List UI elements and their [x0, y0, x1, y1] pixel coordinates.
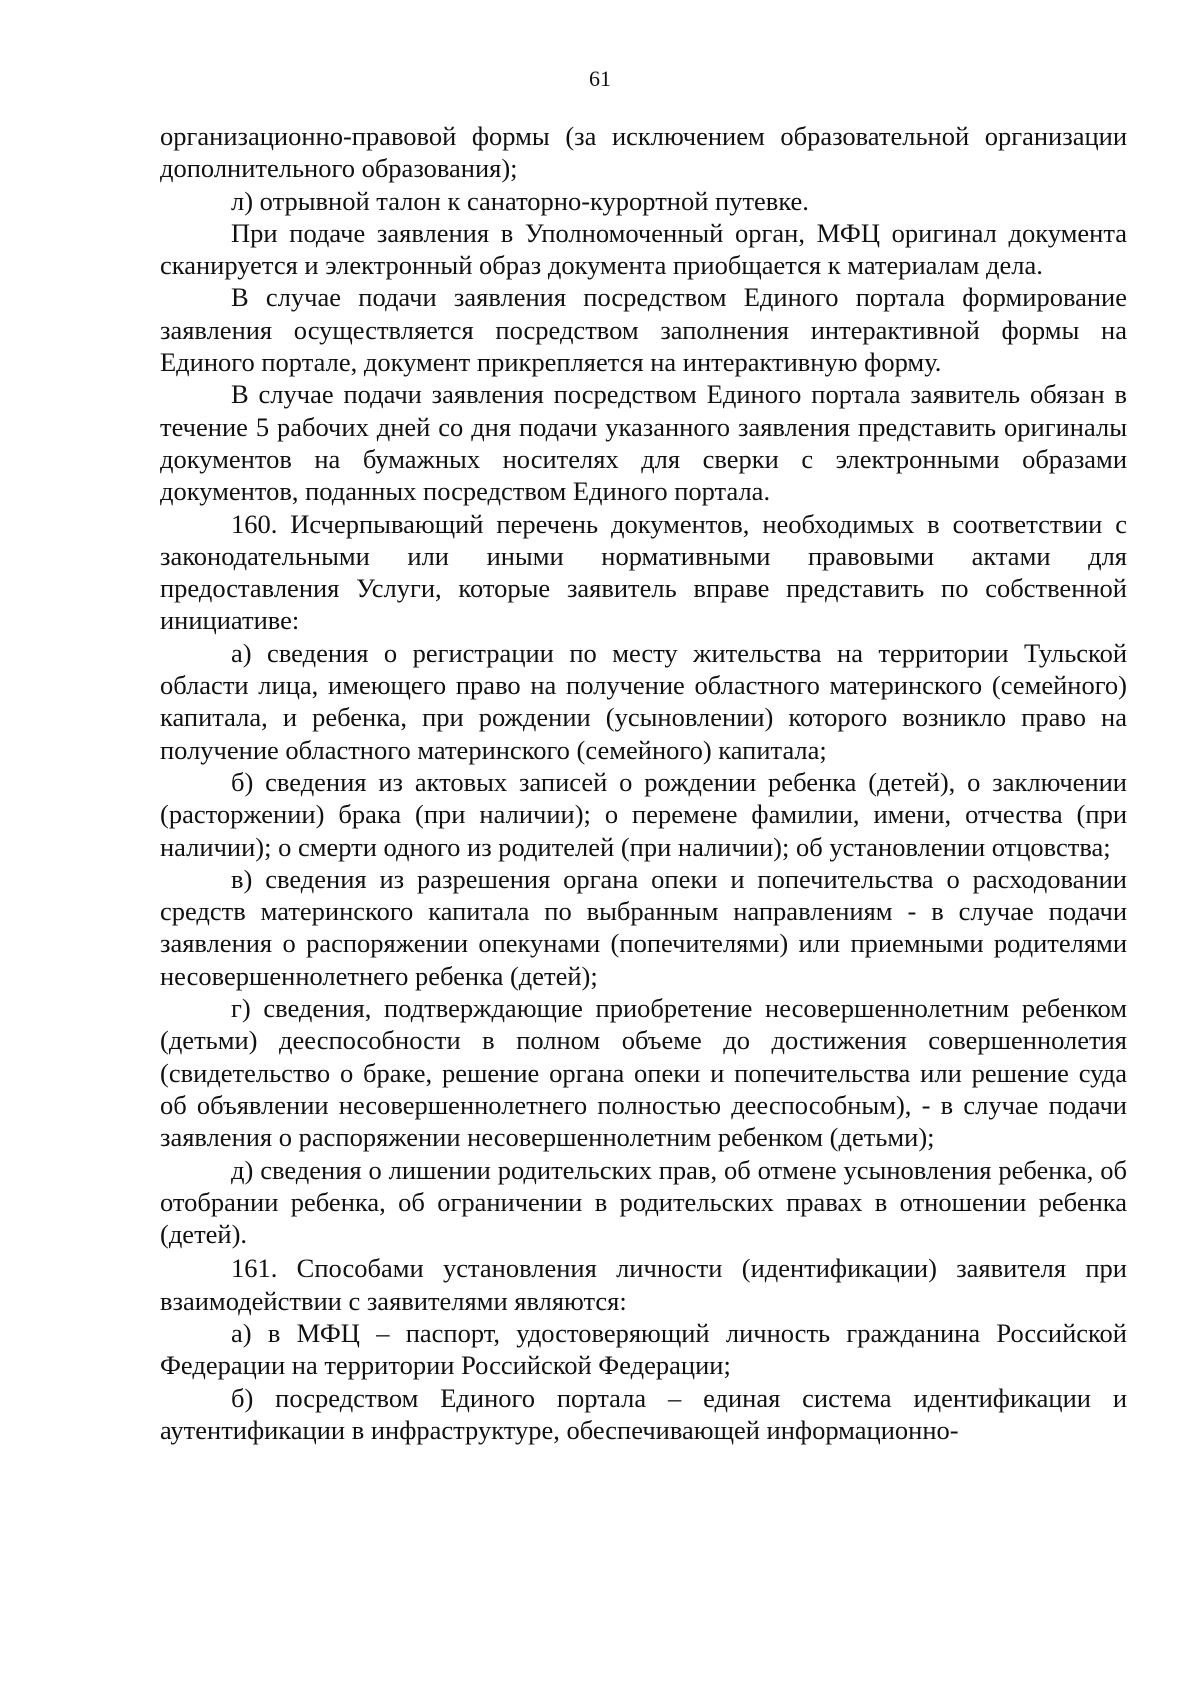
paragraph-portal-form: В случае подачи заявления посредством Единого портала формирование заявления осуществляется посредством заполнения интерактивной формы на Единого портале, документ прикрепляется на интерактивную форму. [160, 282, 1127, 378]
paragraph-scan-note: При подаче заявления в Уполномоченный орган, МФЦ оригинал документа сканируется и электронный образ документа приобщается к материалам дела. [160, 217, 1127, 281]
paragraph-continuation: организационно-правовой формы (за исключением образовательной организации дополнительного образования); [160, 121, 1127, 184]
paragraph-160-d: д) сведения о лишении родительских прав, об отмене усыновления ребенка, об отобрании ребенка, об ограничении в родительских правах в отношении ребенка (детей). [160, 1154, 1127, 1250]
paragraph-portal-originals: В случае подачи заявления посредством Единого портала заявитель обязан в течение 5 рабочих дней со дня подачи указанного заявления представить оригиналы документов на бумажных носителях для сверки с электронными образами документов, поданных посредством Единого портала. [160, 379, 1127, 507]
page-number: 61 [589, 66, 611, 91]
paragraph-160: 160. Исчерпывающий перечень документов, необходимых в соответствии с законодательными или иными нормативными правовыми актами для предоставления Услуги, которые заявитель вправе представить по собственной инициативе: [160, 508, 1127, 636]
paragraph-161-a: а) в МФЦ – паспорт, удостоверяющий личность гражданина Российской Федерации на территории Российской Федерации; [160, 1317, 1127, 1381]
paragraph-160-g: г) сведения, подтверждающие приобретение несовершеннолетним ребенком (детьми) дееспособности в полном объеме до достижения совершеннолетия (свидетельство о браке, решение органа опеки и попечительства или решение суда об объявлении несовершеннолетнего полностью дееспособным), - в случае подачи заявления о распоряжении несовершеннолетним ребенком (детьми); [160, 993, 1127, 1153]
paragraph-161-b: б) посредством Единого портала – единая система идентификации и аутентификации в инфраструктуре, обеспечивающей информационно- [160, 1382, 1127, 1445]
paragraph-161: 161. Способами установления личности (идентификации) заявителя при взаимодействии с заявителями являются: [160, 1253, 1127, 1316]
paragraph-160-a: а) сведения о регистрации по месту жительства на территории Тульской области лица, имеющего право на получение областного материнского (семейного) капитала, и ребенка, при рождении (усыновлении) которого возникло право на получение областного материнского (семейного) капитала; [160, 637, 1127, 765]
paragraph-160-b: б) сведения из актовых записей о рождении ребенка (детей), о заключении (расторжении) брака (при наличии); о перемене фамилии, имени, отчества (при наличии); о смерти одного из родителей (при наличии); об установлении отцовства; [160, 766, 1127, 862]
document-body [160, 120, 1127, 1446]
paragraph-item-l: л) отрывной талон к санаторно-курортной путевке. [231, 185, 809, 216]
paragraph-160-v: в) сведения из разрешения органа опеки и попечительства о расходовании средств материнского капитала по выбранным направлениям - в случае подачи заявления о распоряжении опекунами (попечителями) или приемными родителями несовершеннолетнего ребенка (детей); [160, 863, 1127, 991]
